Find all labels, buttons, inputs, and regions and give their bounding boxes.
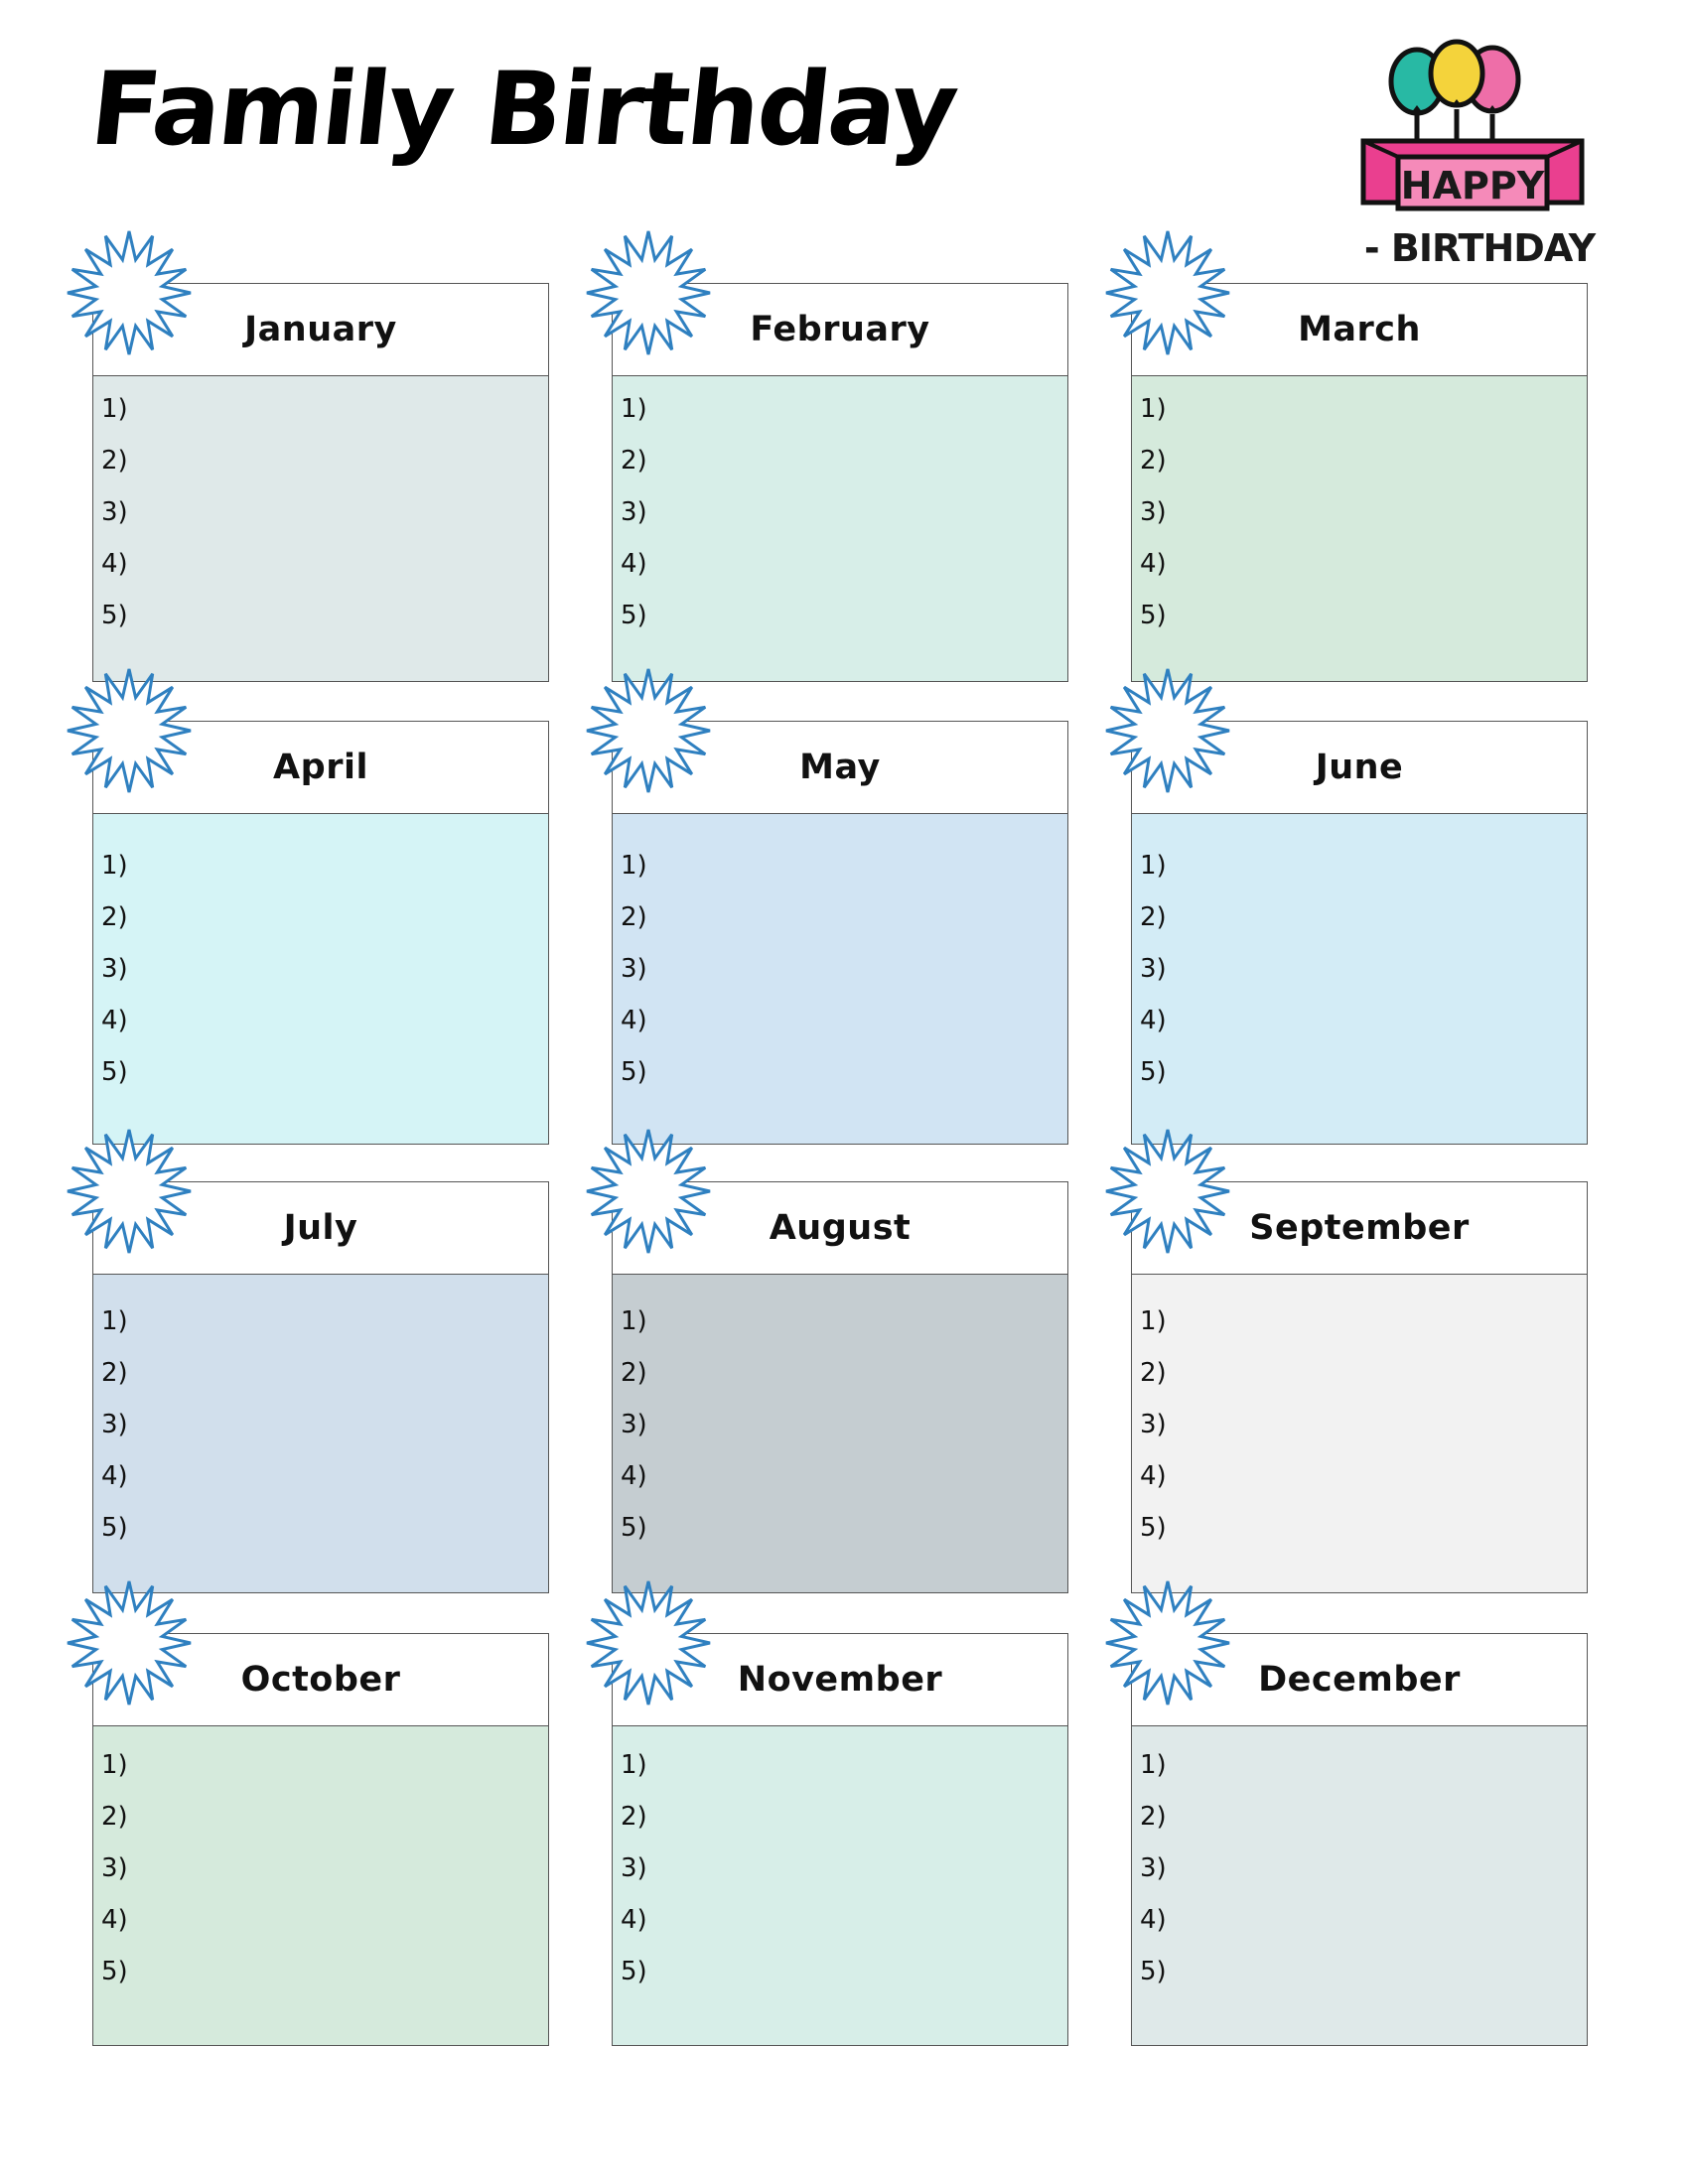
birthday-entry-2[interactable]: 2) [101, 902, 128, 932]
birthday-entry-2[interactable]: 2) [1140, 1802, 1167, 1832]
birthday-list[interactable] [1131, 1275, 1588, 1593]
happy-birthday-logo [1355, 30, 1604, 278]
birthday-list[interactable] [92, 1726, 549, 2046]
birthday-entry-2[interactable]: 2) [621, 902, 647, 932]
birthday-entry-2[interactable]: 2) [1140, 1358, 1167, 1388]
birthday-entry-4[interactable]: 4) [101, 549, 128, 579]
birthday-entry-4[interactable]: 4) [101, 1461, 128, 1491]
logo-birthday-text: - BIRTHDAY [1363, 226, 1596, 270]
birthday-list[interactable] [612, 814, 1068, 1145]
birthday-entry-3[interactable]: 3) [101, 1410, 128, 1439]
birthday-entry-5[interactable]: 5) [1140, 1957, 1167, 1986]
birthday-entry-1[interactable]: 1) [621, 1306, 647, 1336]
starburst-icon [65, 666, 194, 795]
birthday-entry-1[interactable]: 1) [1140, 1750, 1167, 1780]
month-name: October [240, 1660, 401, 1700]
birthday-entry-1[interactable]: 1) [621, 851, 647, 881]
birthday-entry-1[interactable]: 1) [1140, 851, 1167, 881]
month-name: March [1298, 310, 1421, 349]
birthday-entry-1[interactable]: 1) [101, 1306, 128, 1336]
birthday-entry-1[interactable]: 1) [101, 394, 128, 424]
birthday-entry-5[interactable]: 5) [101, 1957, 128, 1986]
birthday-entry-1[interactable]: 1) [1140, 394, 1167, 424]
page-title: Family Birthday [84, 51, 962, 169]
birthday-entry-4[interactable]: 4) [621, 549, 647, 579]
starburst-icon [584, 228, 713, 357]
starburst-icon [1103, 1578, 1232, 1707]
birthday-entry-5[interactable]: 5) [1140, 601, 1167, 630]
birthday-entry-5[interactable]: 5) [621, 1057, 647, 1087]
month-name: August [769, 1208, 912, 1248]
birthday-list[interactable] [92, 376, 549, 682]
birthday-entry-3[interactable]: 3) [1140, 1410, 1167, 1439]
month-name: May [799, 748, 881, 787]
month-name: September [1249, 1208, 1470, 1248]
month-name: February [750, 310, 930, 349]
starburst-icon [584, 1578, 713, 1707]
month-name: July [283, 1208, 358, 1248]
birthday-entry-4[interactable]: 4) [621, 1006, 647, 1035]
starburst-icon [65, 1578, 194, 1707]
birthday-entry-4[interactable]: 4) [621, 1905, 647, 1935]
birthday-entry-4[interactable]: 4) [101, 1905, 128, 1935]
birthday-entry-2[interactable]: 2) [101, 1358, 128, 1388]
starburst-icon [65, 1127, 194, 1256]
birthday-entry-2[interactable]: 2) [101, 1802, 128, 1832]
birthday-entry-5[interactable]: 5) [101, 1513, 128, 1543]
starburst-icon [584, 666, 713, 795]
birthday-entry-3[interactable]: 3) [101, 954, 128, 984]
birthday-entry-5[interactable]: 5) [1140, 1057, 1167, 1087]
logo-happy-text: HAPPY [1400, 164, 1545, 207]
birthday-entry-1[interactable]: 1) [621, 394, 647, 424]
birthday-entry-2[interactable]: 2) [621, 1802, 647, 1832]
birthday-list[interactable] [612, 1726, 1068, 2046]
starburst-icon [1103, 1127, 1232, 1256]
birthday-entry-5[interactable]: 5) [621, 1957, 647, 1986]
birthday-list[interactable] [92, 1275, 549, 1593]
birthday-entry-2[interactable]: 2) [1140, 446, 1167, 476]
birthday-entry-2[interactable]: 2) [621, 1358, 647, 1388]
starburst-icon [65, 228, 194, 357]
birthday-list[interactable] [1131, 376, 1588, 682]
starburst-icon [584, 1127, 713, 1256]
month-name: December [1258, 1660, 1461, 1700]
birthday-entry-1[interactable]: 1) [101, 1750, 128, 1780]
birthday-list[interactable] [612, 1275, 1068, 1593]
birthday-entry-4[interactable]: 4) [101, 1006, 128, 1035]
birthday-entry-3[interactable]: 3) [1140, 497, 1167, 527]
birthday-entry-4[interactable]: 4) [1140, 549, 1167, 579]
birthday-entry-2[interactable]: 2) [1140, 902, 1167, 932]
birthday-entry-4[interactable]: 4) [1140, 1006, 1167, 1035]
birthday-entry-3[interactable]: 3) [621, 1410, 647, 1439]
birthday-entry-3[interactable]: 3) [621, 1853, 647, 1883]
month-name: November [737, 1660, 943, 1700]
month-name: June [1315, 748, 1404, 787]
birthday-entry-3[interactable]: 3) [1140, 954, 1167, 984]
birthday-entry-1[interactable]: 1) [621, 1750, 647, 1780]
birthday-entry-4[interactable]: 4) [1140, 1905, 1167, 1935]
birthday-entry-1[interactable]: 1) [1140, 1306, 1167, 1336]
birthday-list[interactable] [92, 814, 549, 1145]
birthday-entry-4[interactable]: 4) [1140, 1461, 1167, 1491]
birthday-entry-1[interactable]: 1) [101, 851, 128, 881]
month-name: April [273, 748, 368, 787]
birthday-entry-2[interactable]: 2) [621, 446, 647, 476]
birthday-entry-2[interactable]: 2) [101, 446, 128, 476]
birthday-list[interactable] [1131, 814, 1588, 1145]
birthday-entry-5[interactable]: 5) [101, 601, 128, 630]
birthday-entry-3[interactable]: 3) [621, 954, 647, 984]
month-name: January [244, 310, 397, 349]
birthday-entry-3[interactable]: 3) [1140, 1853, 1167, 1883]
birthday-entry-3[interactable]: 3) [101, 1853, 128, 1883]
birthday-entry-3[interactable]: 3) [621, 497, 647, 527]
birthday-list[interactable] [1131, 1726, 1588, 2046]
starburst-icon [1103, 666, 1232, 795]
birthday-entry-5[interactable]: 5) [1140, 1513, 1167, 1543]
birthday-entry-4[interactable]: 4) [621, 1461, 647, 1491]
starburst-icon [1103, 228, 1232, 357]
birthday-entry-5[interactable]: 5) [621, 601, 647, 630]
birthday-list[interactable] [612, 376, 1068, 682]
birthday-entry-5[interactable]: 5) [621, 1513, 647, 1543]
birthday-entry-3[interactable]: 3) [101, 497, 128, 527]
birthday-entry-5[interactable]: 5) [101, 1057, 128, 1087]
